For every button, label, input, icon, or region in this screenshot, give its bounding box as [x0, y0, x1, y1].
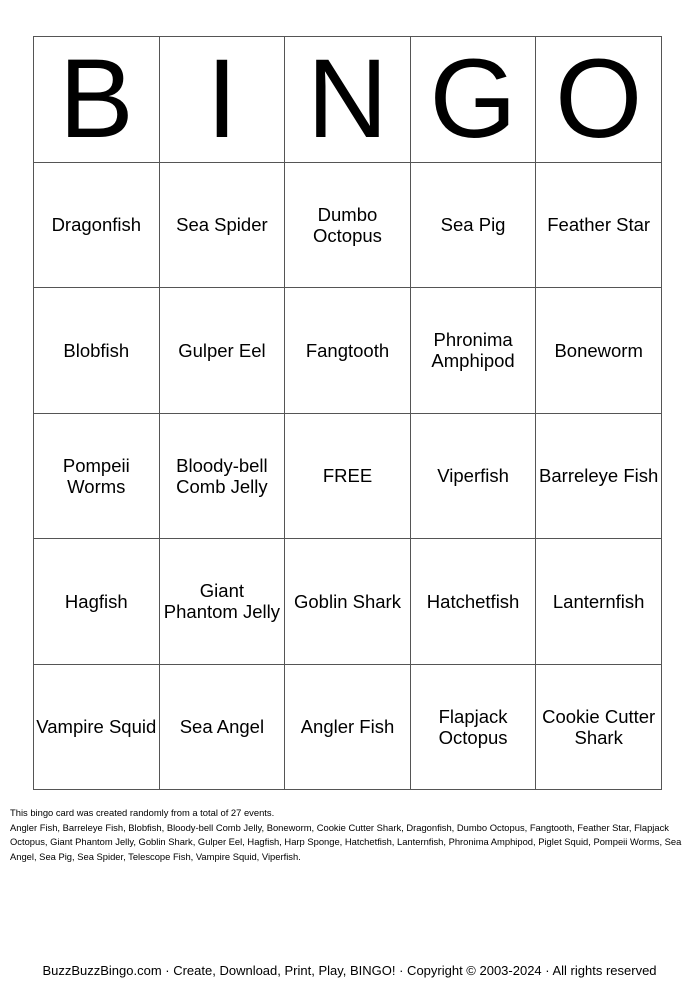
- bingo-cell: Dumbo Octopus: [285, 162, 411, 288]
- bingo-cell: Fangtooth: [285, 288, 411, 414]
- bingo-cell: Hatchetfish: [410, 539, 536, 665]
- bingo-cell: Vampire Squid: [34, 664, 160, 790]
- bingo-cell: Boneworm: [536, 288, 662, 414]
- bingo-cell: Feather Star: [536, 162, 662, 288]
- bingo-cell: Lanternfish: [536, 539, 662, 665]
- card-row: [34, 539, 662, 665]
- bingo-cell: Dragonfish: [34, 162, 160, 288]
- card-row: [34, 288, 662, 414]
- header-letter: O: [536, 37, 662, 163]
- bingo-cell: Giant Phantom Jelly: [159, 539, 285, 665]
- info-events: Angler Fish, Barreleye Fish, Blobfish, Bloody-bell Comb Jelly, Boneworm, Cookie Cutter Shark, Dragonfish, Dumbo Octopus, Fangtooth, Feather Star, Flapjack Octopus, Giant Phantom Jelly, Goblin Shark, Gulper Eel, Hagfish, Harp Sponge, Hatchetfish, Lanternfish, Phronima Amphipod, Piglet Squid, Pompeii Worms, Sea Angel, Sea Pig, Sea Spider, Telescope Fish, Vampire Squid, Viperfish.: [10, 821, 682, 862]
- card-row: [34, 413, 662, 539]
- bingo-cell: Sea Pig: [410, 162, 536, 288]
- bingo-cell: Barreleye Fish: [536, 413, 662, 539]
- bingo-cell: Blobfish: [34, 288, 160, 414]
- footer: BuzzBuzzBingo.com · Create, Download, Print, Play, BINGO! · Copyright © 2003-2024 · All rights reserved: [42, 963, 657, 978]
- free-space: FREE: [285, 413, 411, 539]
- card-row: [34, 664, 662, 790]
- header-letter: N: [285, 37, 411, 163]
- bingo-cell: Gulper Eel: [159, 288, 285, 414]
- bingo-cell: Bloody-bell Comb Jelly: [159, 413, 285, 539]
- bingo-cell: Viperfish: [410, 413, 536, 539]
- card-info: [10, 806, 690, 864]
- header-letter: I: [159, 37, 285, 163]
- header-letter: G: [410, 37, 536, 163]
- header-row: [34, 37, 662, 163]
- bingo-card: [33, 36, 662, 790]
- bingo-cell: Cookie Cutter Shark: [536, 664, 662, 790]
- bingo-cell: Angler Fish: [285, 664, 411, 790]
- header-letter: B: [34, 37, 160, 163]
- bingo-cell: Sea Spider: [159, 162, 285, 288]
- card-row: [34, 162, 662, 288]
- bingo-cell: Hagfish: [34, 539, 160, 665]
- bingo-cell: Pompeii Worms: [34, 413, 160, 539]
- info-summary: This bingo card was created randomly from a total of 27 events.: [10, 807, 275, 818]
- bingo-cell: Phronima Amphipod: [410, 288, 536, 414]
- bingo-cell: Goblin Shark: [285, 539, 411, 665]
- bingo-cell: Flapjack Octopus: [410, 664, 536, 790]
- bingo-cell: Sea Angel: [159, 664, 285, 790]
